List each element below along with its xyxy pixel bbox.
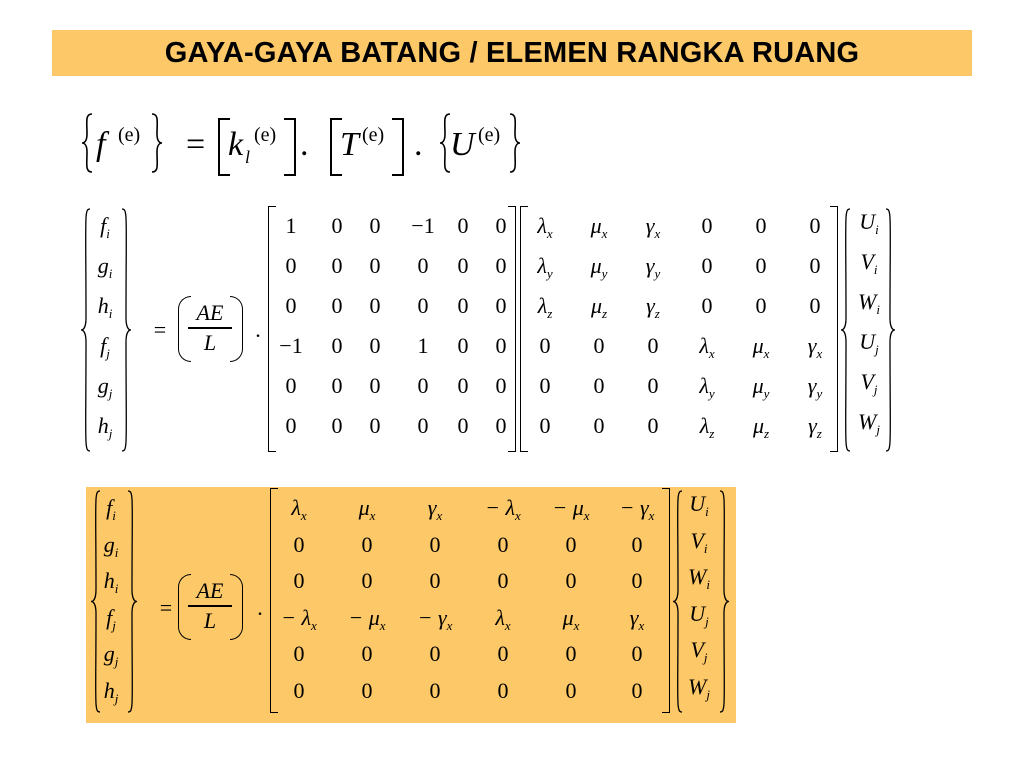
coef-numerator: AE [196,300,224,325]
k-right-bracket [284,118,296,176]
m-matrix-cell: − $\lambda_x$ [485,495,521,523]
equals-sign: = [159,595,173,620]
m-matrix-cell: 0 [565,531,577,557]
m-matrix-cell: − $\mu_x$ [348,604,386,633]
f-superscript: (e) [118,124,141,146]
m-matrix-cell: 0 [293,677,305,703]
fraction-bar [188,327,232,329]
m-matrix-cell: 0 [293,568,305,593]
m-matrix-cell: 0 [429,568,441,593]
force-entry: $g_i$ [97,253,113,281]
k-matrix-cell: 0 [457,293,469,318]
t-matrix-cell: 0 [701,293,713,318]
u-symbol: U [450,126,475,163]
m-matrix-cell: 0 [361,641,373,666]
coef-denominator: L [203,607,217,633]
m-matrix-cell: 0 [293,641,305,666]
k-matrix-cell: 0 [495,293,507,318]
m-matrix-cell: $\mu_x$ [358,495,376,523]
t-matrix-cell: 0 [647,333,659,358]
rhs-right-brace-icon [884,208,896,452]
k-matrix-cell: 0 [369,373,381,398]
k-matrix-cell: 0 [417,373,429,398]
displacement-entry: $U_j$ [859,329,879,357]
dot-1: . [300,126,309,163]
k-matrix-cell: 0 [331,413,343,438]
coefficient-fraction [188,578,232,634]
force-entry: $f_j$ [106,604,116,633]
t-matrix-cell: 0 [539,413,551,438]
t-matrix-cell: 0 [809,253,821,278]
coef-denominator: L [203,329,217,355]
k-matrix-cell: −1 [411,213,435,238]
k-matrix-cell: −1 [279,333,303,358]
t-matrix-cell: 0 [539,333,551,358]
t-matrix-cell: 0 [593,333,605,358]
k-matrix-cell: 0 [285,413,297,438]
t-matrix-cell: $\gamma_z$ [646,293,660,321]
t-matrix-cell: $\gamma_y$ [807,373,823,401]
m-matrix-cell: 0 [631,641,643,666]
displacement-entry: $U_j$ [689,600,709,629]
t-matrix-cell: $\lambda_x$ [699,333,715,361]
displacement-entry: $V_j$ [690,637,708,665]
t-matrix-cell: 0 [701,253,713,278]
m-matrix-cell: 0 [497,568,509,593]
displacement-entry: $W_j$ [688,673,710,702]
k-matrix-cell: 1 [285,213,297,238]
force-entry: $h_i$ [103,568,119,596]
displacement-entry: $U_i$ [689,491,709,519]
t-matrix-cell: $\lambda_z$ [699,413,715,441]
force-entry: $f_i$ [100,213,110,241]
force-entry: $g_j$ [103,641,119,669]
m-matrix-cell: 0 [497,677,509,703]
k-matrix-cell: 0 [331,333,343,358]
equals-sign: = [153,317,167,342]
t-matrix-cell: $\mu_x$ [752,333,770,361]
lhs-right-brace-icon [120,208,132,452]
k-matrix-cell: 0 [417,413,429,438]
displacement-entry: $V_i$ [690,527,708,556]
k-matrix-cell: 0 [369,213,381,238]
t-matrix-cell: 0 [647,373,659,398]
t-matrix-cell: $\gamma_z$ [808,413,822,441]
m-matrix-cell: − $\mu_x$ [552,495,590,523]
displacement-entry: $W_i$ [688,564,710,592]
displacement-entry: $W_i$ [858,289,880,317]
coef-numerator: AE [196,578,224,603]
k-matrix-cell: 1 [417,333,429,358]
page-title: GAYA-GAYA BATANG / ELEMEN RANGKA RUANG [164,36,860,69]
u-superscript: (e) [478,124,501,146]
t-matrix-cell: $\gamma_x$ [807,333,823,361]
t-matrix-cell: 0 [809,293,821,318]
k-matrix-cell: 0 [495,413,507,438]
k-matrix-cell: 0 [331,253,343,278]
m-matrix-cell: 0 [565,641,577,666]
k-matrix-cell: 0 [331,373,343,398]
force-entry: $g_j$ [97,373,113,401]
t-matrix-cell: $\gamma_x$ [645,213,661,241]
force-entry: $f_i$ [106,495,116,523]
k-matrix-cell: 0 [331,293,343,318]
displacement-entry: $V_i$ [860,249,878,277]
k-matrix-cell: 0 [369,333,381,358]
m-matrix-cell: $\lambda_x$ [495,604,511,633]
left-curly-brace-icon [80,112,94,174]
t-matrix-cell: 0 [701,213,713,238]
t-matrix-cell: $\mu_z$ [752,413,770,441]
k-matrix-cell: 0 [331,213,343,238]
k-matrix-cell: 0 [495,213,507,238]
m-matrix-cell: − $\lambda_x$ [281,604,317,633]
t-superscript: (e) [362,124,385,146]
t-matrix-cell: $\lambda_x$ [537,213,553,241]
displacement-entry: $U_i$ [859,209,879,237]
t-matrix-cell: $\mu_z$ [590,293,608,321]
force-entry: $h_i$ [97,293,113,321]
m-matrix-cell: 0 [361,531,373,557]
k-matrix-cell: 0 [369,253,381,278]
dot-operator: . [257,595,263,620]
t-matrix-cell: 0 [755,253,767,278]
k-matrix-right-bar [508,206,516,452]
fraction-bar [188,605,232,607]
k-matrix-cell: 0 [457,253,469,278]
m-matrix-cell: 0 [293,531,305,557]
right-curly-brace-icon [150,112,164,174]
t-matrix-cell: $\mu_y$ [590,253,608,281]
m-matrix-cell: 0 [361,568,373,593]
t-matrix-cell: 0 [755,213,767,238]
lhs-right-brace-icon [126,490,138,713]
coefficient-fraction [188,300,232,356]
f-symbol: f [96,126,106,163]
t-matrix-cell: 0 [647,413,659,438]
m-matrix-cell: $\gamma_x$ [629,604,645,633]
k-matrix-cell: 0 [457,373,469,398]
displacement-entry: $W_j$ [858,409,880,437]
m-matrix-cell: 0 [565,568,577,593]
t-matrix-cell: 0 [809,213,821,238]
m-matrix-cell: 0 [429,641,441,666]
t-matrix-cell: 0 [593,373,605,398]
k-matrix-cell: 0 [369,413,381,438]
m-matrix-cell: 0 [631,568,643,593]
k-matrix-cell: 0 [369,293,381,318]
m-matrix-cell: 0 [497,641,509,666]
dot-2: . [414,126,423,163]
u-right-curly-brace-icon [508,112,522,174]
coef-right-paren [230,574,243,640]
m-matrix-cell: 0 [429,531,441,557]
t-matrix-cell: 0 [755,293,767,318]
k-symbol: k [228,126,244,163]
k-matrix-cell: 0 [457,333,469,358]
k-matrix-cell: 0 [285,373,297,398]
m-matrix-cell: 0 [361,677,373,703]
force-entry: $h_j$ [97,413,113,441]
k-matrix-cell: 0 [285,293,297,318]
t-matrix-cell: $\lambda_z$ [537,293,553,321]
m-matrix-cell: $\gamma_x$ [427,495,443,523]
m-matrix-cell: − $\gamma_x$ [417,604,453,633]
m-matrix-cell: 0 [631,531,643,557]
k-superscript: (e) [254,124,277,146]
k-matrix-cell: 0 [417,293,429,318]
k-matrix-cell: 0 [457,413,469,438]
dot-operator: . [255,317,261,342]
m-matrix-cell: $\lambda_x$ [291,495,307,523]
t-matrix-cell: 0 [593,413,605,438]
m-matrix-right-bar [662,488,670,713]
m-matrix-cell: − $\gamma_x$ [619,495,655,523]
m-matrix-cell: 0 [631,677,643,703]
coef-right-paren [230,296,243,362]
k-matrix-cell: 0 [417,253,429,278]
t-right-bracket [392,118,404,176]
force-entry: $f_j$ [100,333,110,361]
k-matrix-cell: 0 [495,373,507,398]
m-matrix-cell: 0 [497,531,509,557]
m-matrix-cell: $\mu_x$ [562,604,580,633]
m-matrix-cell: 0 [429,677,441,703]
t-matrix-cell: $\mu_y$ [752,373,770,401]
t-matrix-cell: $\mu_x$ [590,213,608,241]
k-matrix-cell: 0 [457,213,469,238]
t-matrix-cell: $\lambda_y$ [699,373,715,401]
force-entry: $g_i$ [103,531,119,560]
equals-sign: = [186,126,206,163]
t-matrix-right-bar [830,206,838,452]
k-matrix-cell: 0 [285,253,297,278]
force-entry: $h_j$ [103,677,119,706]
t-symbol: T [340,126,359,163]
t-matrix-cell: $\gamma_y$ [645,253,661,281]
k-matrix-cell: 0 [495,333,507,358]
title-bar [52,30,972,76]
t-matrix-cell: 0 [539,373,551,398]
k-subscript: l [245,147,251,167]
t-matrix-cell: $\lambda_y$ [537,253,553,281]
m-matrix-cell: 0 [565,677,577,703]
rhs-right-brace-icon [718,490,730,713]
displacement-entry: $V_j$ [860,369,878,397]
k-matrix-cell: 0 [495,253,507,278]
